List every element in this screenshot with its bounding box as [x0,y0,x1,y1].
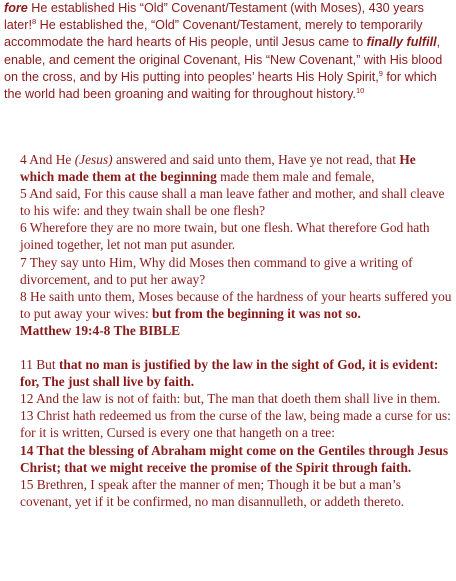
intro-text-3: , enable, and cement the original Covenant, His “New Covenant,” with His blood on the cross, and by His putting into peoples’ hearts His Holy Spirit, [4,35,443,84]
intro-paragraph [4,0,454,103]
scripture-quotes [20,151,452,510]
verse-12: 12 And the law is not of faith: but, The man that doeth them shall live in them. [20,391,441,407]
verse-4-bold: He which made them at the beginning [20,152,416,185]
verse-11-text: 11 But [20,357,59,373]
verse-4-text-c: made them male and female, [216,169,375,185]
verse-4 [20,151,452,185]
footnote-9: 9 [378,68,383,78]
verse-11 [20,356,452,390]
verse-6: 6 Wherefore they are no more twain, but one flesh. What therefore God hath joined together, let not man put asunder. [20,220,430,253]
footnote-10: 10 [355,85,365,95]
intro-text-1: He established His “Old” Covenant/Testament (with Moses), 430 years later! [4,1,424,33]
verse-4-jesus: (Jesus) [74,152,113,167]
matthew-reference: Matthew 19:4-8 The BIBLE [20,322,181,338]
verse-5: 5 And said, For this cause shall a man leave father and mother, and shall cleave to his wife: and they twain shall be one flesh? [20,186,445,219]
verse-11-bold: that no man is justified by the law in the sight of God, it is evident: for, The just shall live by faith. [20,357,439,390]
verse-8-text: 8 He saith unto them, Moses because of the hardness of your hearts suffered you to put away your wives: [20,288,452,321]
verse-8-bold: but from the beginning it was not so. [152,305,361,321]
intro-text-2: He established the, “Old” Covenant/Testament, merely to temporarily accommodate the hard hearts of His people, until Jesus came to [4,18,423,50]
intro-text-4: for which the world had been groaning and waiting for throughout history. [4,69,437,102]
verse-8 [20,288,452,322]
verse-4-text-b: answered and said unto them, Have ye not read, that [112,152,400,167]
section-spacer [20,339,452,356]
verse-14: 14 That the blessing of Abraham might come on the Gentiles through Jesus Christ; that we might receive the promise of the Spirit through faith. [20,442,449,475]
intro-lead-word: fore [4,1,28,15]
intro-emphasis: finally fulfill [366,35,437,50]
footnote-8: 8 [32,17,37,27]
verse-13: 13 Christ hath redeemed us from the curse of the law, being made a curse for us: for it is written, Cursed is every one that hangeth on a tree: [20,408,451,441]
verse-4-text-a: 4 And He [20,152,75,167]
verse-15: 15 Brethren, I speak after the manner of men; Though it be but a man’s covenant, yet if it be confirmed, no man disannulleth, or addeth thereto. [20,476,405,509]
verse-7: 7 They say unto Him, Why did Moses then command to give a writing of divorcement, and to put her away? [20,254,413,287]
